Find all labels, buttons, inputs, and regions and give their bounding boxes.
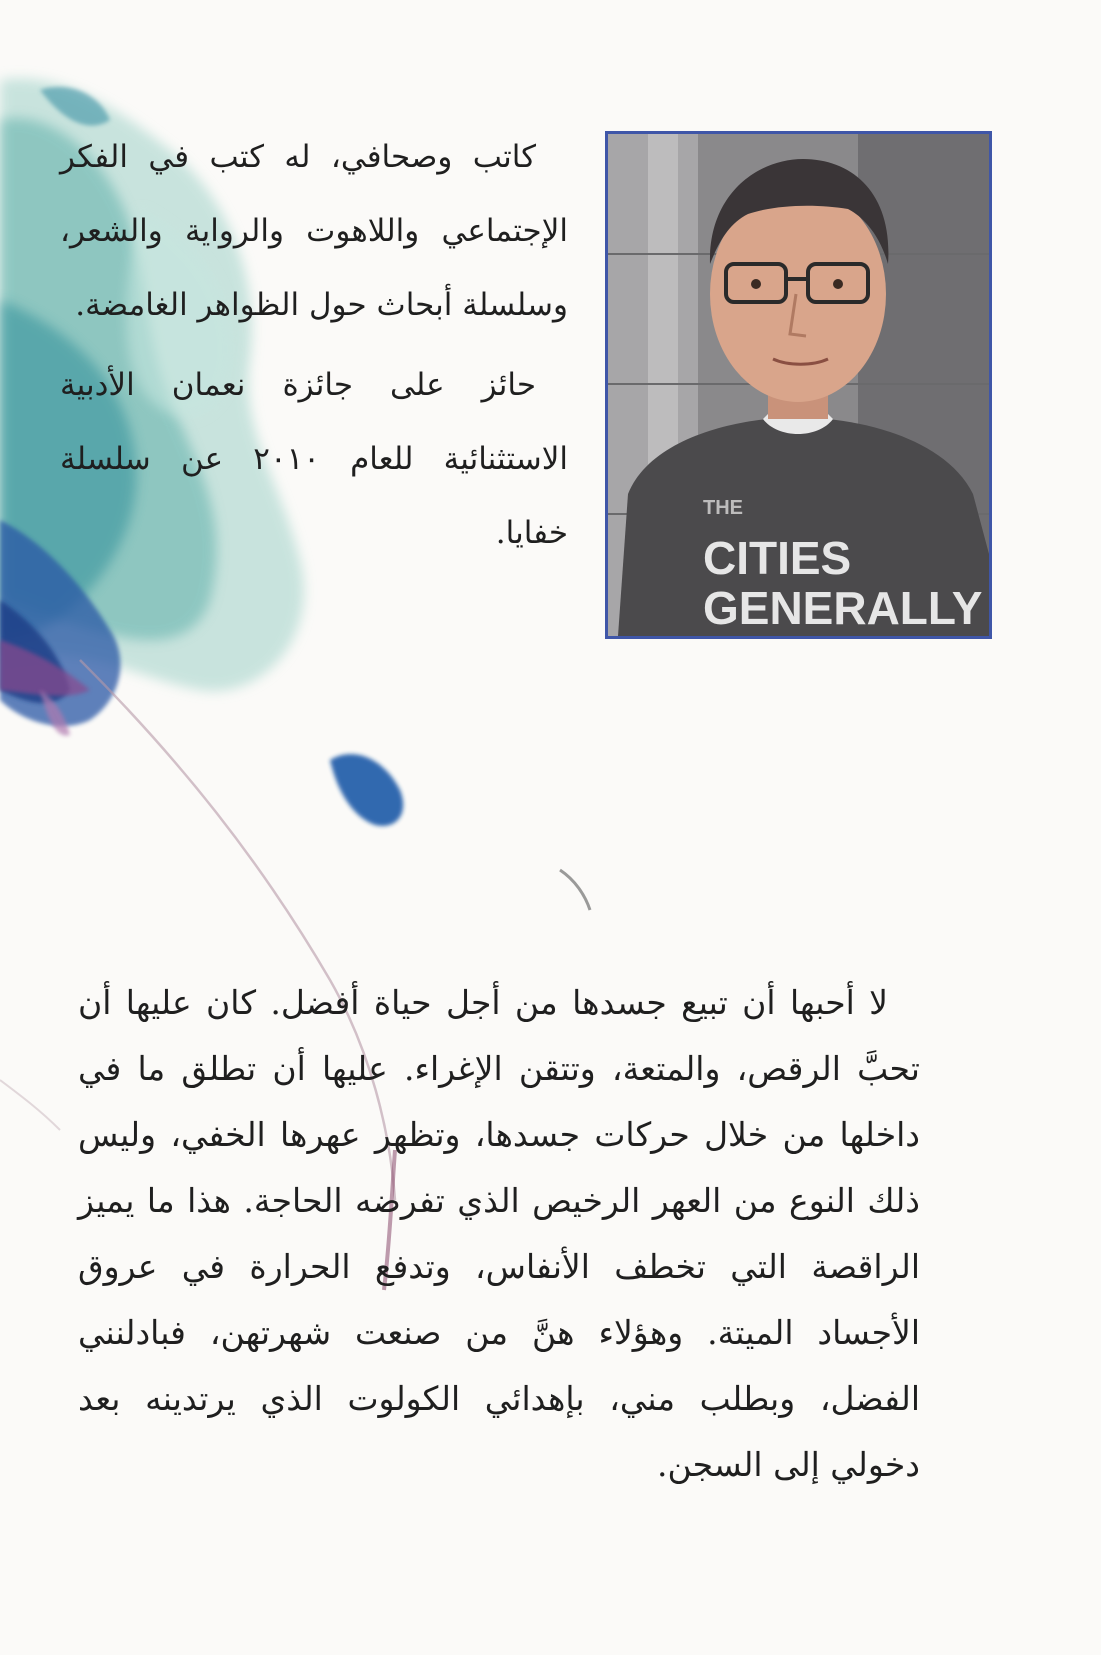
author-photo <box>605 131 992 639</box>
bio-paragraph: حائز على جائزة نعمان الأدبية الاستثنائية للعام ٢٠١٠ عن سلسلة خفايا. <box>60 367 569 551</box>
bio-paragraph: كاتب وصحافي، له كتب في الفكر الإجتماعي واللاهوت والرواية والشعر، وسلسلة أبحاث حول الظواهر الغامضة. <box>60 139 568 323</box>
author-bio <box>60 120 568 570</box>
svg-text:THE: THE <box>703 497 743 519</box>
svg-text:GENERALLY: GENERALLY <box>703 582 983 634</box>
svg-text:CITIES: CITIES <box>703 532 852 584</box>
book-excerpt <box>78 970 920 1498</box>
author-portrait-icon <box>608 134 989 636</box>
excerpt-paragraph: لا أحبها أن تبيع جسدها من أجل حياة أفضل. كان عليها أن تحبَّ الرقص، والمتعة، وتتقن الإغراء. عليها أن تطلق ما في داخلها من خلال حركات جسدها، وتظهر عهرها الخفي، وليس ذلك النوع من العهر الرخيص الذي تفرضه الحاجة. هذا ما يميز الراقصة التي تخطف الأنفاس، وتدفع الحرارة في عروق الأجساد الميتة. وهؤلاء هنَّ من صنعت شهرتهن، فبادلنني الفضل، وبطلب مني، بإهدائي الكولوت الذي يرتدينه بعد دخولي إلى السجن. <box>78 983 920 1484</box>
